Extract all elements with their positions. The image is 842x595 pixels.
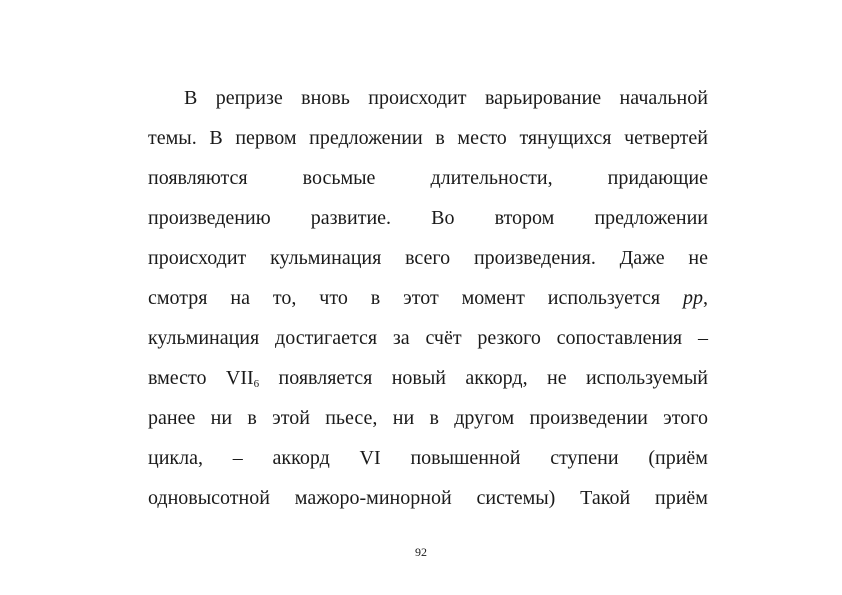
body-paragraph xyxy=(148,82,708,522)
word: используется xyxy=(547,287,661,309)
word: одновысотной xyxy=(148,487,270,509)
word: в xyxy=(247,407,257,429)
word: происходит xyxy=(148,247,247,269)
word: пьесе, xyxy=(325,407,378,429)
word: В xyxy=(209,127,223,149)
word: ступени xyxy=(550,447,619,469)
word: – xyxy=(697,327,708,349)
word: pp, xyxy=(683,287,708,309)
text-line xyxy=(148,482,708,522)
word: счёт xyxy=(425,327,462,349)
word: появляются xyxy=(148,167,248,189)
word: длительности, xyxy=(430,167,553,189)
word: темы. xyxy=(148,127,197,149)
word: момент xyxy=(461,287,525,309)
word: цикла, xyxy=(148,447,203,469)
chord-symbol: $VII_6$ xyxy=(225,367,260,390)
word: этой xyxy=(272,407,310,429)
word: не xyxy=(546,367,567,389)
word: используемый xyxy=(585,367,708,389)
word: В xyxy=(184,87,198,109)
dynamic-marking: pp xyxy=(683,287,703,309)
word: начальной xyxy=(619,87,708,109)
word: что xyxy=(319,287,348,309)
word: место xyxy=(457,127,507,149)
word: другом xyxy=(454,407,515,429)
word: предложении xyxy=(594,207,708,229)
word: происходит xyxy=(368,87,467,109)
word: Такой xyxy=(580,487,631,509)
word: аккорд, xyxy=(465,367,528,389)
word: системы) xyxy=(476,487,556,509)
word: ни xyxy=(210,407,233,429)
word: кульминация xyxy=(148,327,260,349)
word: не xyxy=(688,247,708,269)
word: придающие xyxy=(607,167,708,189)
word: вновь xyxy=(301,87,350,109)
text-line xyxy=(148,322,708,362)
word: этот xyxy=(403,287,439,309)
word: повышенной xyxy=(410,447,521,469)
word: резкого xyxy=(477,327,541,349)
word: произведении xyxy=(529,407,648,429)
word: ранее xyxy=(148,407,196,429)
text-line xyxy=(148,402,708,442)
word: репризе xyxy=(215,87,283,109)
word: втором xyxy=(494,207,555,229)
word: сопоставления xyxy=(556,327,683,349)
page-number: 92 xyxy=(415,545,427,559)
word: произведению xyxy=(148,207,271,229)
word: ни xyxy=(392,407,415,429)
text-line xyxy=(148,442,708,482)
word: за xyxy=(392,327,410,349)
word: произведения. xyxy=(473,247,596,269)
word: варьирование xyxy=(484,87,602,109)
text-line xyxy=(148,122,708,162)
word: то, xyxy=(272,287,297,309)
word: Даже xyxy=(619,247,665,269)
word: (приём xyxy=(648,447,708,469)
text-line xyxy=(148,362,708,402)
word: предложении xyxy=(309,127,423,149)
word: в xyxy=(370,287,381,309)
text-line xyxy=(148,202,708,242)
text-line xyxy=(148,82,708,122)
word: восьмые xyxy=(302,167,376,189)
text-line xyxy=(148,282,708,322)
text-line xyxy=(148,242,708,282)
word: новый xyxy=(391,367,447,389)
word: на xyxy=(230,287,250,309)
word: аккорд xyxy=(272,447,330,469)
text-line xyxy=(148,162,708,202)
word: кульминация xyxy=(270,247,382,269)
word: смотря xyxy=(148,287,208,309)
word: первом xyxy=(235,127,297,149)
word: в xyxy=(429,407,439,429)
word: всего xyxy=(405,247,451,269)
word: в xyxy=(435,127,445,149)
word: тянущихся xyxy=(519,127,612,149)
word: мажоро-минорной xyxy=(294,487,452,509)
word: вместо xyxy=(148,367,207,389)
word: появляется xyxy=(278,367,373,389)
word: четвертей xyxy=(624,127,708,149)
word: VI xyxy=(359,447,381,469)
word: этого xyxy=(663,407,708,429)
word: развитие. xyxy=(310,207,392,229)
word: Во xyxy=(431,207,455,229)
word: приём xyxy=(655,487,708,509)
word: – xyxy=(232,447,243,469)
word: достигается xyxy=(275,327,378,349)
